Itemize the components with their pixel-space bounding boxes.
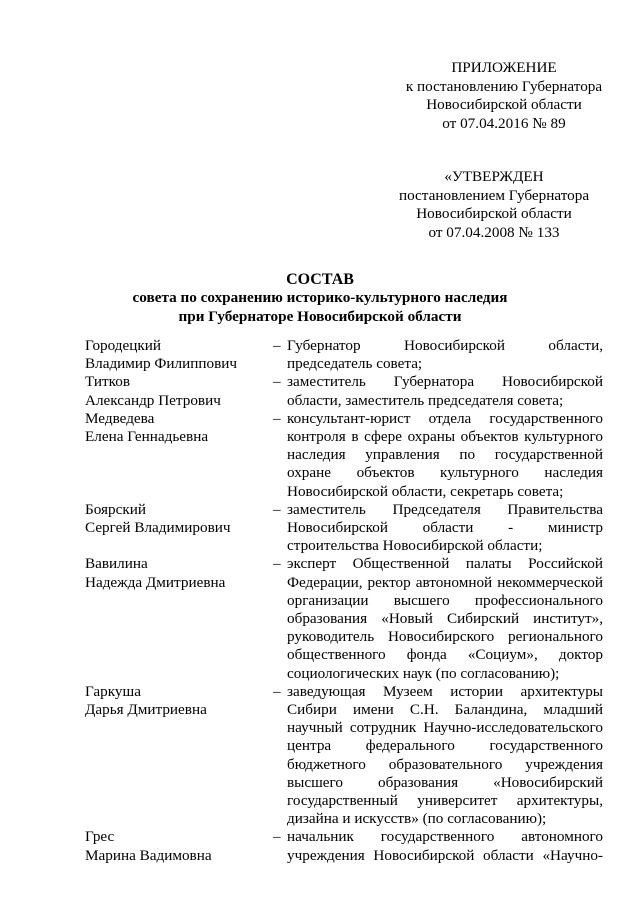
member-name [85,555,273,682]
member-dash: – [273,409,281,427]
member-surname: Боярский [85,500,146,518]
member-row [85,410,603,501]
member-dash: – [273,828,281,846]
member-position: заместитель Председателя Правительства Новосибирской области - министр строительства Новосибирской области; [287,500,603,555]
member-given-names: Елена Геннадьевна [85,428,209,446]
approved-region: Новосибирской области [416,205,572,222]
appendix-title: ПРИЛОЖЕНИЕ [451,59,557,76]
member-row [85,501,603,556]
member-name [85,410,273,501]
member-name [85,337,273,373]
member-position: Губернатор Новосибирской области, председатель совета; [287,337,603,373]
document-title [0,270,640,326]
member-dash: – [273,555,281,573]
member-dash: – [273,373,281,391]
appendix-header [385,59,623,133]
title-subtitle-2: при Губернаторе Новосибирской области [178,307,462,325]
member-given-names: Александр Петрович [85,391,221,409]
member-position: эксперт Общественной палаты Российской Федерации, ректор автономной некоммерческой организации высшего профессионального образования «Новый Сибирский институт», руководитель Новосибирского регионального общественного фонда «Социум», доктор социологических наук (по согласованию); [287,555,603,682]
title-main: СОСТАВ [286,271,354,288]
member-position: консультант-юрист отдела государственного контроля в сфере охраны объектов культурного наследия управления по государственной охране объектов культурного наследия Новосибирской области, секретарь совета; [287,409,603,500]
member-given-names: Владимир Филиппович [85,355,238,373]
member-surname: Гаркуша [85,682,141,700]
member-given-names: Сергей Владимирович [85,519,231,537]
member-row [85,828,603,864]
member-name [85,501,273,556]
member-given-names: Надежда Дмитриевна [85,573,226,591]
member-row [85,683,603,829]
appendix-reference: к постановлению Губернатора [405,77,603,95]
approved-reference: постановлением Губернатора [398,186,590,204]
member-row [85,373,603,409]
member-position: начальник государственного автономного учреждения Новосибирской области «Научно- [287,828,603,864]
approved-header [375,168,613,242]
member-dash: – [273,337,281,354]
member-surname: Титков [85,373,131,391]
member-surname: Грес [85,828,115,846]
member-dash: – [273,500,281,518]
members-list [85,337,603,865]
member-name [85,683,273,829]
approved-date-number: от 07.04.2008 № 133 [428,223,560,241]
title-subtitle-1: совета по сохранению историко-культурного наследия [132,289,508,306]
member-name [85,373,273,409]
member-surname: Медведева [85,409,155,427]
member-given-names: Дарья Дмитриевна [85,701,207,719]
appendix-region: Новосибирской области [426,96,582,113]
member-row [85,555,603,682]
member-position: заведующая Музеем истории архитектуры Сибири имени С.Н. Баландина, младший научный сотрудник Научно-исследовательского центра федерального государственного бюджетного образовательного учреждения высшего образования «Новосибирский государственный университет архитектуры, дизайна и искусств» (по согласованию); [287,682,603,828]
member-name [85,828,273,864]
approved-title: «УТВЕРЖДЕН [444,168,544,185]
member-given-names: Марина Вадимовна [85,846,212,864]
member-dash: – [273,682,281,700]
member-position: заместитель Губернатора Новосибирской области, заместитель председателя совета; [287,373,603,409]
member-surname: Вавилина [85,555,148,573]
member-surname: Городецкий [85,337,162,354]
appendix-date-number: от 07.04.2016 № 89 [442,114,566,132]
member-row [85,337,603,373]
